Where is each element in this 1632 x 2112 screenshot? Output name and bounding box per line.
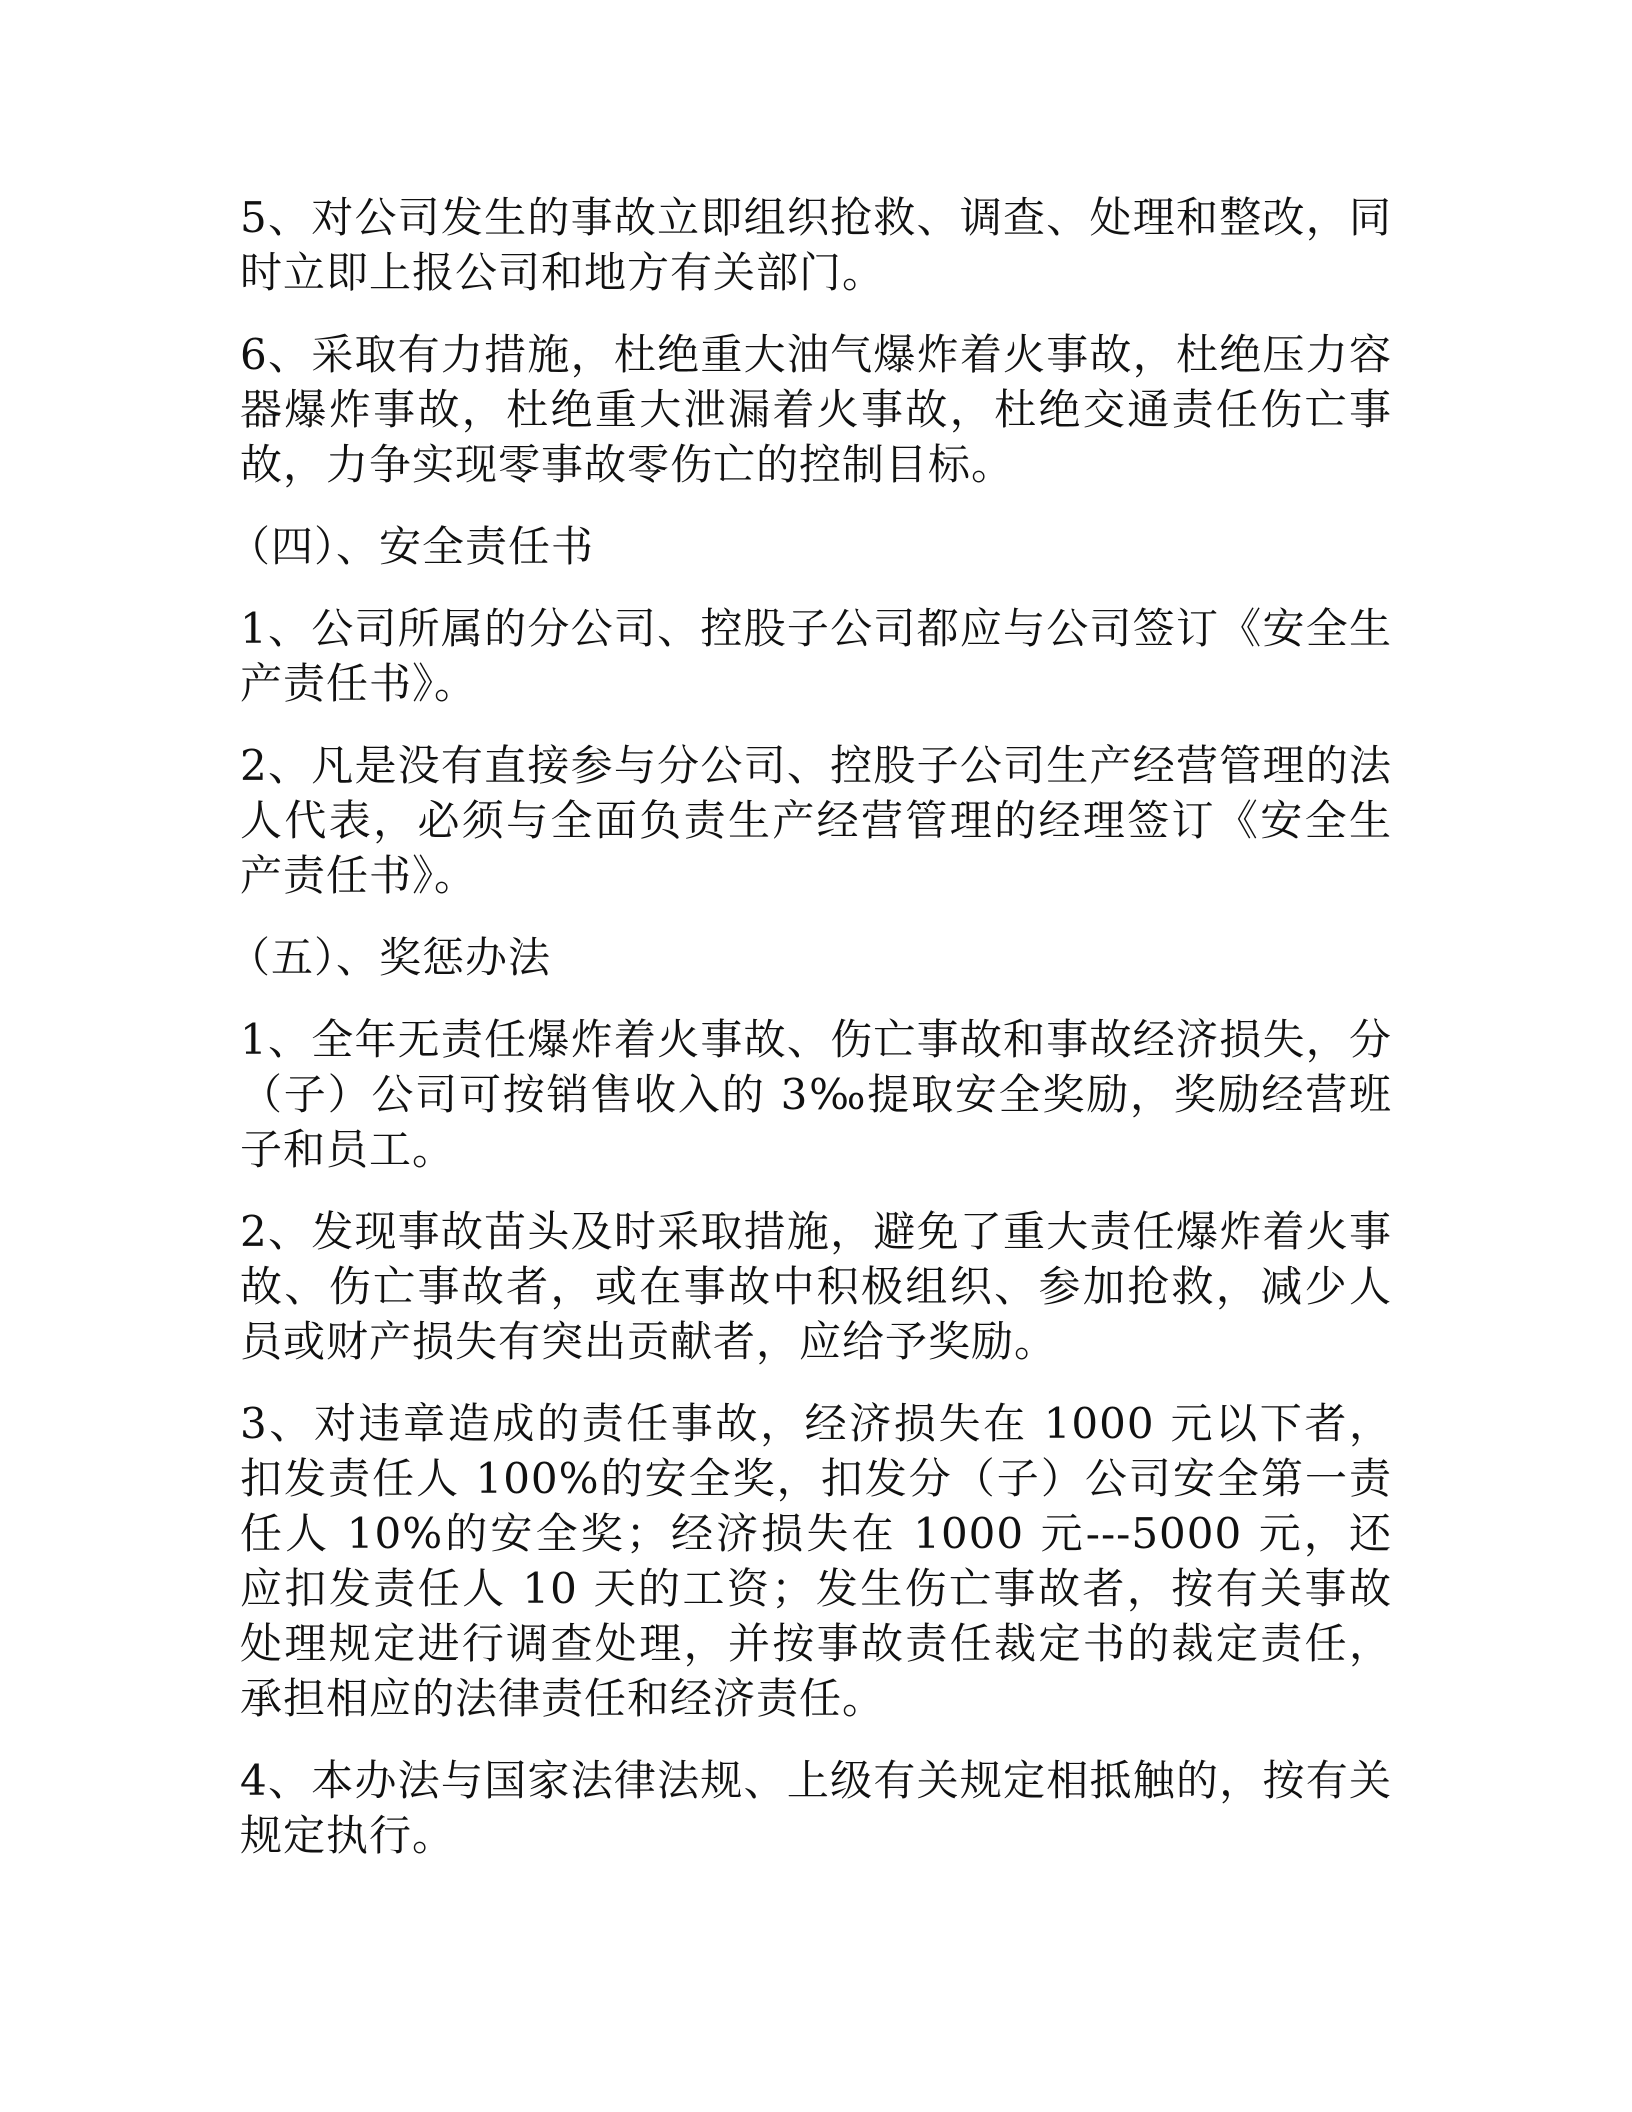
item-2-legal-representative: 2、凡是没有直接参与分公司、控股子公司生产经营管理的法人代表，必须与全面负责生产经营管理的经理签订《安全生产责任书》。 — [240, 741, 1392, 900]
item-5-accident-handling: 5、对公司发生的事故立即组织抢救、调查、处理和整改，同时立即上报公司和地方有关部门。 — [240, 193, 1392, 297]
item-2-contribution-reward: 2、发现事故苗头及时采取措施，避免了重大责任爆炸着火事故、伤亡事故者，或在事故中积极组织、参加抢救，减少人员或财产损失有突出贡献者，应给予奖励。 — [240, 1207, 1392, 1366]
item-6-prevention-measures: 6、采取有力措施，杜绝重大油气爆炸着火事故，杜绝压力容器爆炸事故，杜绝重大泄漏着火事故，杜绝交通责任伤亡事故，力争实现零事故零伤亡的控制目标。 — [240, 330, 1392, 489]
item-1-sign-responsibility: 1、公司所属的分公司、控股子公司都应与公司签订《安全生产责任书》。 — [240, 604, 1392, 708]
item-4-conflict-rule: 4、本办法与国家法律法规、上级有关规定相抵触的，按有关规定执行。 — [240, 1756, 1392, 1860]
section-heading-rewards-penalties: （五）、奖惩办法 — [228, 933, 552, 982]
section-heading-safety-responsibility: （四）、安全责任书 — [228, 522, 595, 571]
item-1-annual-reward: 1、全年无责任爆炸着火事故、伤亡事故和事故经济损失，分（子）公司可按销售收入的 3‰提取安全奖励，奖励经营班子和员工。 — [240, 1015, 1392, 1174]
document-page — [228, 190, 1392, 1890]
item-3-penalties: 3、对违章造成的责任事故，经济损失在 1000 元以下者，扣发责任人 100%的安全奖，扣发分（子）公司安全第一责任人 10%的安全奖；经济损失在 1000 元---5000 元，还应扣发责任人 10 天的工资；发生伤亡事故者，按有关事故处理规定进行调查处理，并按事故责任裁定书的裁定责任，承担相应的法律责任和经济责任。 — [240, 1399, 1392, 1723]
